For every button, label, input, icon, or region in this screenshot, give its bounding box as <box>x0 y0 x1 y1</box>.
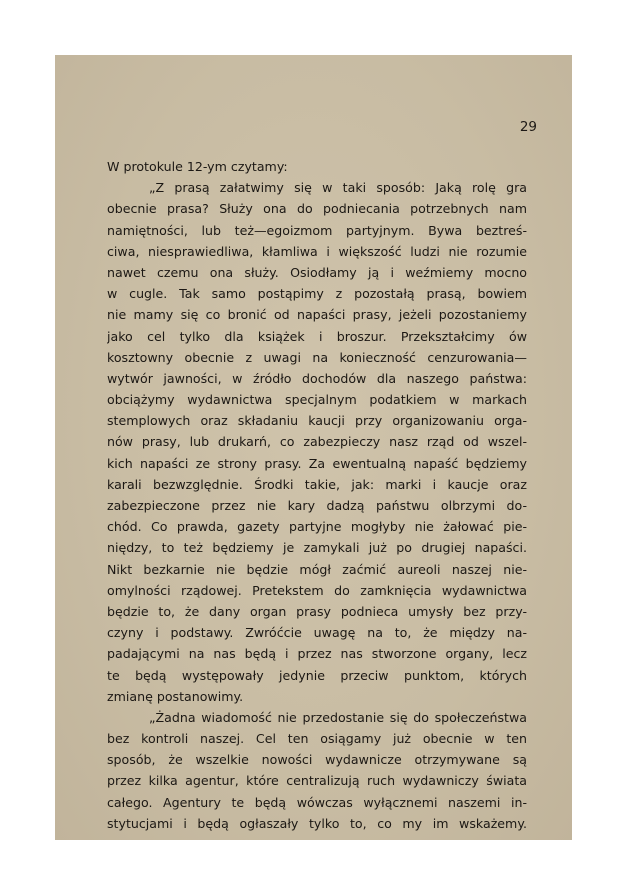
scanned-page <box>55 55 572 840</box>
text-line: bez kontroli naszej. Cel ten osiągamy już obecnie w ten <box>107 731 527 747</box>
text-line: nów prasy, lub drukarń, co zabezpieczy nasz rząd od wszel- <box>107 434 527 450</box>
body-text <box>107 156 527 834</box>
text-line: obciążymy wydawnictwa specjalnym podatkiem w markach <box>107 392 527 408</box>
text-line: sposób, że wszelkie nowości wydawnicze otrzymywane są <box>107 752 527 768</box>
text-line: ciwa, niesprawiedliwa, kłamliwa i większość ludzi nie rozumie <box>107 243 527 259</box>
text-line: stemplowych oraz składaniu kaucji przy organizowaniu orga- <box>107 413 527 429</box>
text-line: kich napaści ze strony prasy. Za ewentualną napaść będziemy <box>107 455 527 471</box>
text-line: zabezpieczone przez nie kary dadzą państwu olbrzymi do- <box>107 498 527 513</box>
text-line: chód. Co prawda, gazety partyjne mogłyby nie żałować pie- <box>107 519 527 535</box>
text-line: Nikt bezkarnie nie będzie mógł zaćmić aureoli naszej nie- <box>107 561 527 577</box>
text-line: karali bezwzględnie. Środki takie, jak: marki i kaucje oraz <box>107 476 527 492</box>
text-line: obecnie prasa? Służy ona do podniecania potrzebnych nam <box>107 201 527 217</box>
text-line: będzie to, że dany organ prasy podnieca umysły bez przy- <box>107 603 527 619</box>
text-line: omylności rządowej. Pretekstem do zamknięcia wydawnictwa <box>107 582 527 598</box>
text-line: „Z prasą załatwimy się w taki sposób: Jaką rolę gra <box>149 180 527 196</box>
page-number: 29 <box>519 119 537 135</box>
text-line: niędzy, to też będziemy je zamykali już po drugiej napaści. <box>107 540 527 556</box>
paragraph-2 <box>107 707 527 834</box>
text-line: stytucjami i będą ogłaszały tylko to, co my im wskażemy. <box>107 815 527 831</box>
paragraph-1 <box>107 177 527 707</box>
text-line: jako cel tylko dla książek i broszur. Przekształcimy ów <box>107 328 527 344</box>
text-line: w cugle. Tak samo postąpimy z pozostałą prasą, bowiem <box>107 286 527 302</box>
text-line: wytwór jawności, w źródło dochodów dla naszego państwa: <box>107 370 527 386</box>
text-line: przez kilka agentur, które centralizują ruch wydawniczy świata <box>107 773 527 789</box>
text-line: zmianę postanowimy. <box>107 688 244 704</box>
text-line: padającymi na nas będą i przez nas stworzone organy, lecz <box>107 646 527 662</box>
text-line: kosztowny obecnie z uwagi na konieczność cenzurowania— <box>107 349 527 365</box>
text-line: całego. Agentury te będą wówczas wyłącznemi naszemi in- <box>107 794 527 810</box>
text-line: namiętności, lub też—egoizmom partyjnym. Bywa beztreś- <box>107 222 527 238</box>
section-heading: W protokule 12-ym czytamy: <box>107 159 288 174</box>
text-line: czyny i podstawy. Zwróćcie uwagę na to, że między na- <box>107 625 527 641</box>
text-line: nawet czemu ona służy. Osiodłamy ją i weźmiemy mocno <box>107 264 527 280</box>
text-line: nie mamy się co bronić od napaści prasy, jeżeli pozostaniemy <box>107 307 527 323</box>
text-line: te będą występowały jedynie przeciw punktom, których <box>107 667 527 683</box>
text-line: „Żadna wiadomość nie przedostanie się do społeczeństwa <box>149 709 527 725</box>
